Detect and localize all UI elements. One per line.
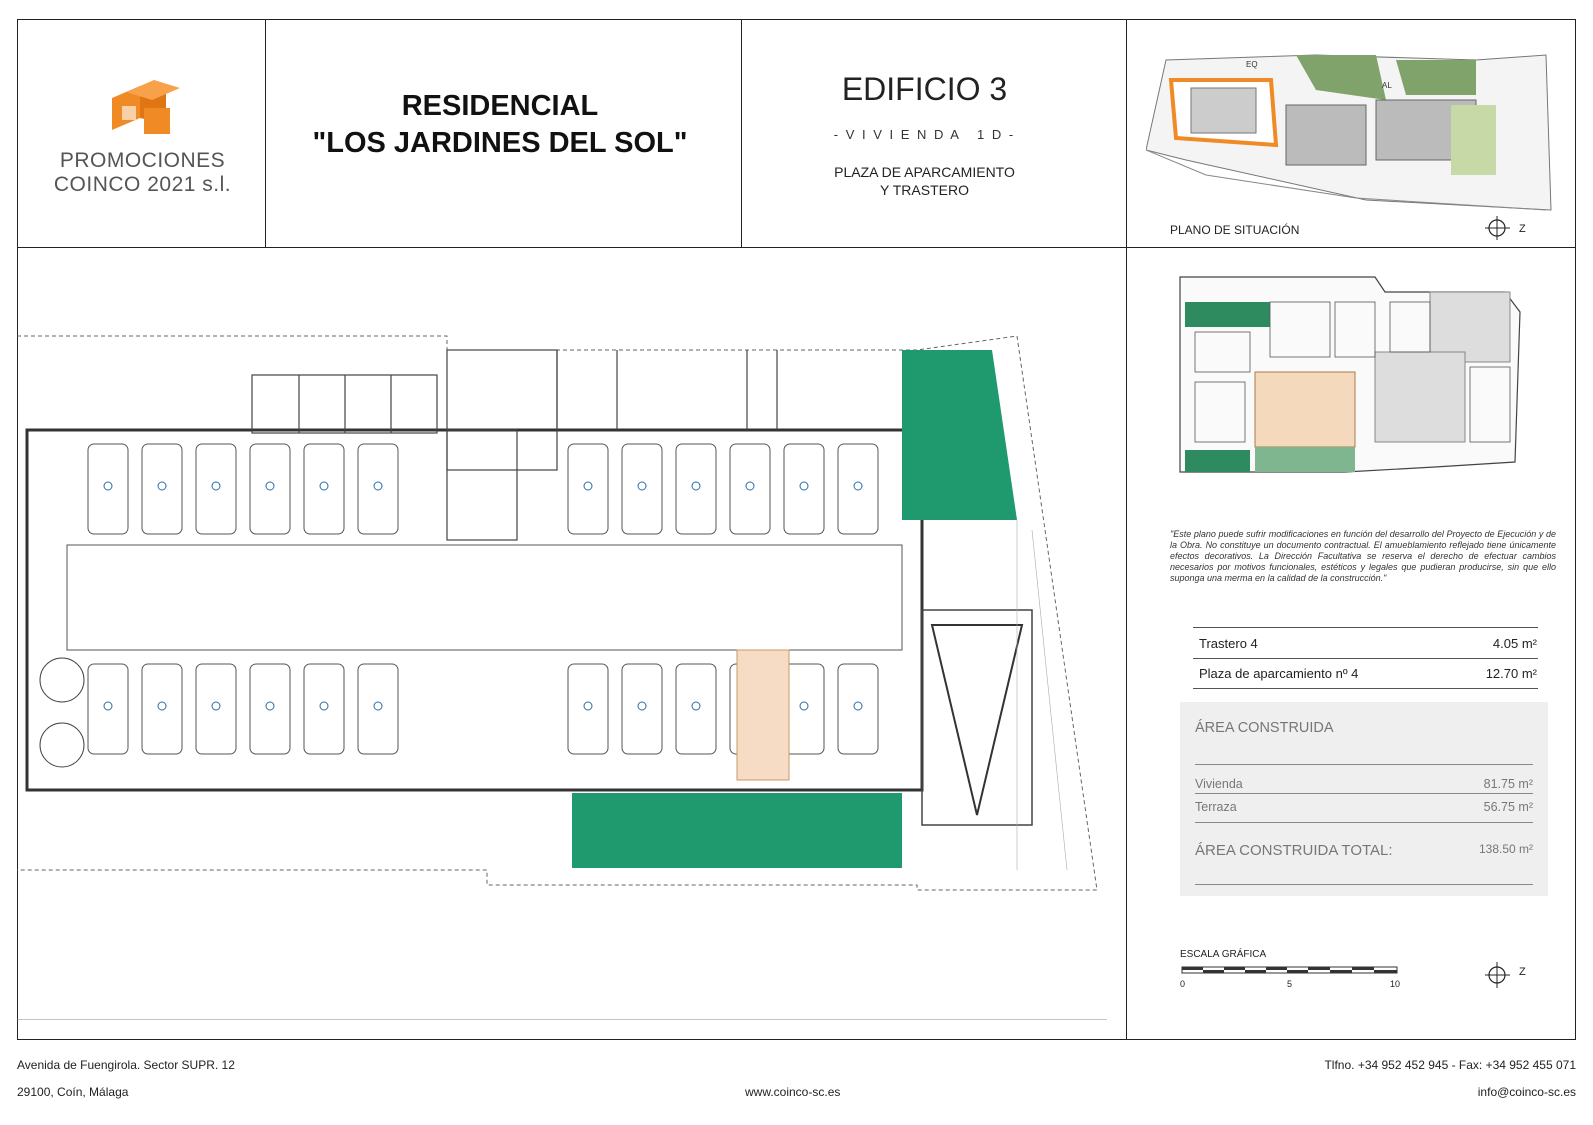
disclaimer-note: "Este plano puede sufrir modificaciones en función del desarrollo del Proyecto de Ejecución y de la Obra. No constituye un documento contractual. El amueblamiento reflejado tiene únicamente efectos decorativos. La Dirección Facultativa se reserva el derecho de efectuar cambios necesarios por motivos funcionales, estéticos y legales que pudieran producirse, sin que ello suponga una merma en la calidad de la construcción." bbox=[1170, 529, 1556, 583]
scale-tick-0: 0 bbox=[1180, 979, 1186, 989]
built-row-terraza bbox=[1195, 794, 1533, 823]
scale-tick-5: 5 bbox=[1287, 979, 1293, 989]
parking-car bbox=[250, 444, 290, 534]
area-value: 12.70 m² bbox=[1485, 666, 1537, 681]
parking-car bbox=[730, 444, 770, 534]
unit-label: - V I V I E N D A 1 D - bbox=[833, 127, 1016, 142]
area-row-parking bbox=[1199, 666, 1537, 681]
parking-car bbox=[568, 664, 608, 754]
scale-bar bbox=[1180, 965, 1410, 979]
parking-car bbox=[142, 444, 182, 534]
scale-north-label: Z bbox=[1519, 966, 1526, 978]
footer-website-link[interactable]: www.coinco-sc.es bbox=[745, 1085, 841, 1099]
parking-car bbox=[88, 664, 128, 754]
built-area-panel bbox=[1180, 702, 1548, 896]
parking-car bbox=[676, 444, 716, 534]
situation-label-al: AL bbox=[1382, 81, 1392, 90]
built-row-total bbox=[1195, 842, 1533, 885]
parking-car bbox=[142, 664, 182, 754]
situation-plan bbox=[1146, 50, 1566, 215]
parking-car bbox=[358, 664, 398, 754]
footer-email-link[interactable]: info@coinco-sc.es bbox=[1477, 1085, 1576, 1099]
area-line-top bbox=[1193, 627, 1538, 628]
area-value: 4.05 m² bbox=[1492, 636, 1537, 651]
parking-car bbox=[622, 444, 662, 534]
situation-plan-label: PLANO DE SITUACIÓN bbox=[1170, 223, 1300, 237]
subtitle-line1: PLAZA DE APARCAMIENTO bbox=[834, 164, 1015, 180]
parking-car bbox=[196, 444, 236, 534]
parking-car bbox=[196, 664, 236, 754]
footer-phone: Tlfno. +34 952 452 945 - Fax: +34 952 455 071 bbox=[1324, 1058, 1576, 1072]
parking-car bbox=[622, 664, 662, 754]
parking-car bbox=[568, 444, 608, 534]
area-label: Trastero 4 bbox=[1199, 636, 1258, 651]
situation-north-label: Z bbox=[1519, 223, 1526, 235]
scale-tick-10: 10 bbox=[1390, 979, 1401, 989]
project-title-line1: RESIDENCIAL bbox=[401, 90, 599, 122]
built-value: 56.75 m² bbox=[1483, 800, 1533, 814]
subtitle-line2: Y TRASTERO bbox=[880, 182, 969, 198]
parking-car bbox=[784, 444, 824, 534]
parking-floor-plan bbox=[17, 330, 1107, 1020]
project-title-line2: "LOS JARDINES DEL SOL" bbox=[312, 127, 688, 159]
parking-car bbox=[304, 444, 344, 534]
parking-car bbox=[250, 664, 290, 754]
header-divider bbox=[17, 247, 1576, 248]
footer-address-line1: Avenida de Fuengirola. Sector SUPR. 12 bbox=[17, 1058, 235, 1072]
parking-car bbox=[838, 664, 878, 754]
footer-address-line2: 29100, Coín, Málaga bbox=[17, 1085, 129, 1099]
divider-3 bbox=[1126, 19, 1127, 1040]
parking-car bbox=[838, 444, 878, 534]
key-floor-plan bbox=[1175, 272, 1530, 482]
parking-car bbox=[88, 444, 128, 534]
coinco-logo bbox=[104, 78, 184, 142]
built-value: 81.75 m² bbox=[1483, 777, 1533, 791]
building-title: EDIFICIO 3 bbox=[841, 71, 1008, 107]
company-name-line1: PROMOCIONES bbox=[59, 149, 226, 172]
area-label: Plaza de aparcamiento nº 4 bbox=[1199, 666, 1359, 681]
area-line-bottom bbox=[1193, 688, 1538, 689]
built-label: Terraza bbox=[1195, 800, 1237, 814]
built-row-vivienda bbox=[1195, 764, 1533, 794]
area-line-mid bbox=[1193, 658, 1538, 659]
company-name-line2: COINCO 2021 s.l. bbox=[53, 173, 232, 196]
parking-car bbox=[676, 664, 716, 754]
scale-label: ESCALA GRÁFICA bbox=[1180, 949, 1267, 960]
area-row-trastero bbox=[1199, 636, 1537, 651]
built-label: Vivienda bbox=[1195, 777, 1243, 791]
built-total-label: ÁREA CONSTRUIDA TOTAL: bbox=[1195, 842, 1393, 859]
built-total-value: 138.50 m² bbox=[1478, 842, 1533, 856]
parking-car bbox=[358, 444, 398, 534]
parking-car bbox=[304, 664, 344, 754]
situation-label-eq: EQ bbox=[1246, 60, 1258, 69]
parking-car bbox=[784, 664, 824, 754]
built-area-heading: ÁREA CONSTRUIDA bbox=[1195, 720, 1334, 736]
